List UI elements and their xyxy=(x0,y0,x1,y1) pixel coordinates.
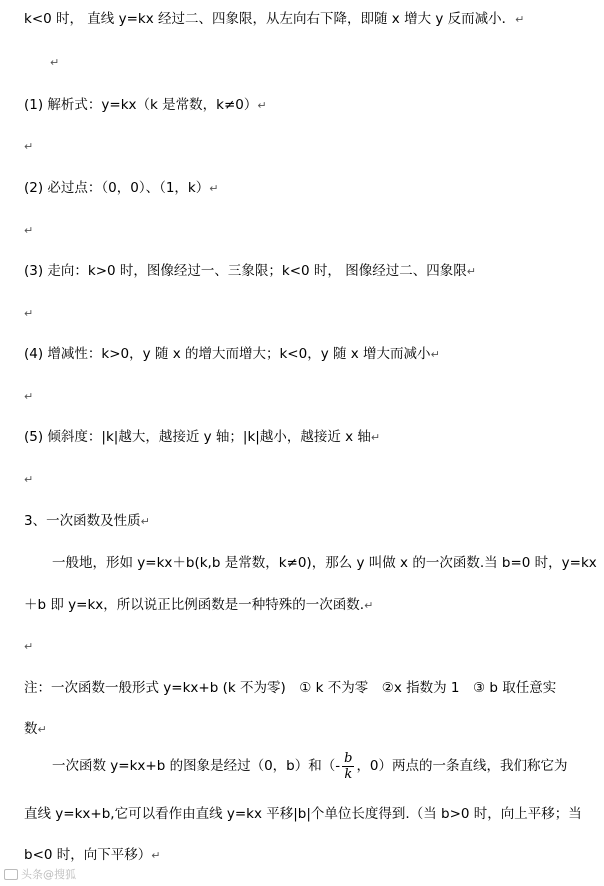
line-9-text: ＋b 即 y=kx，所以说正比例函数是一种特殊的一次函数. xyxy=(24,597,365,613)
fraction-b-over-k xyxy=(342,751,354,782)
line-10-text: 注：一次函数一般形式 y=kx+b (k 不为零) ① k 不为零 ②x 指数为 1 ③ b 取任意实 xyxy=(24,680,557,696)
paragraph-mark: ↵ xyxy=(24,640,34,653)
line-6-text: (5) 倾斜度：|k|越大，越接近 y 轴；|k|越小，越接近 x 轴 xyxy=(24,429,371,445)
line-5-text: (4) 增减性：k>0，y 随 x 的增大而增大；k<0，y 随 x 增大而减小 xyxy=(24,346,431,362)
line-12-text-b: ，0）两点的一条直线，我们称它为 xyxy=(356,758,568,774)
text-line-11 xyxy=(24,720,47,738)
paragraph-mark: ↵ xyxy=(515,13,525,26)
section-heading-text: 3、一次函数及性质 xyxy=(24,513,141,529)
fraction-denominator: k xyxy=(344,766,353,782)
line-12-text-a: 一次函数 y=kx+b 的图象是经过（0，b）和（- xyxy=(52,758,341,774)
paragraph-mark: ↵ xyxy=(370,431,381,444)
line-14-text: b<0 时，向下平移） xyxy=(24,847,152,863)
watermark-text: 头条@搜狐 xyxy=(21,868,76,881)
paragraph-mark: ↵ xyxy=(50,56,60,69)
text-line-3 xyxy=(24,179,218,197)
line-1-text: k<0 时， 直线 y=kx 经过二、四象限，从左向右下降，即随 x 增大 y 反而减小． xyxy=(24,11,516,27)
paragraph-mark: ↵ xyxy=(466,265,476,278)
paragraph-mark: ↵ xyxy=(24,140,34,153)
paragraph-mark: ↵ xyxy=(37,723,47,736)
text-line-8 xyxy=(52,554,597,572)
line-2-text: (1) 解析式：y=kx（k 是常数，k≠0） xyxy=(24,97,258,113)
paragraph-mark: ↵ xyxy=(24,390,34,403)
fraction-numerator: b xyxy=(344,750,353,766)
text-line-5 xyxy=(24,345,440,363)
paragraph-mark: ↵ xyxy=(151,849,161,862)
paragraph-mark: ↵ xyxy=(24,307,34,320)
line-8-text: 一般地，形如 y=kx＋b(k,b 是常数，k≠0)，那么 y 叫做 x 的一次函数.当 b=0 时，y=kx xyxy=(52,555,597,571)
chat-bubble-icon xyxy=(4,869,18,880)
section-heading xyxy=(24,512,150,530)
paragraph-mark: ↵ xyxy=(430,348,440,361)
text-line-9 xyxy=(24,596,373,614)
text-line-10 xyxy=(24,679,556,697)
line-13-text: 直线 y=kx+b,它可以看作由直线 y=kx 平移|b|个单位长度得到.（当 b>0 时，向上平移；当 xyxy=(24,806,582,822)
paragraph-mark: ↵ xyxy=(209,182,219,195)
watermark xyxy=(4,866,76,882)
paragraph-mark: ↵ xyxy=(364,599,374,612)
paragraph-mark: ↵ xyxy=(140,515,150,528)
text-line-12 xyxy=(52,749,568,783)
line-11-text: 数 xyxy=(24,721,38,737)
line-4-text: (3) 走向：k>0 时，图像经过一、三象限；k<0 时， 图像经过二、四象限 xyxy=(24,263,467,279)
line-3-text: (2) 必过点：（0，0）、（1，k） xyxy=(24,180,210,196)
paragraph-mark: ↵ xyxy=(24,473,34,486)
paragraph-mark: ↵ xyxy=(257,99,267,112)
text-line-6 xyxy=(24,428,380,446)
text-line-4 xyxy=(24,262,476,280)
text-line-14 xyxy=(24,846,160,864)
text-line-1 xyxy=(24,10,524,28)
text-line-2 xyxy=(24,96,267,114)
text-line-13 xyxy=(24,805,582,823)
paragraph-mark: ↵ xyxy=(24,224,34,237)
